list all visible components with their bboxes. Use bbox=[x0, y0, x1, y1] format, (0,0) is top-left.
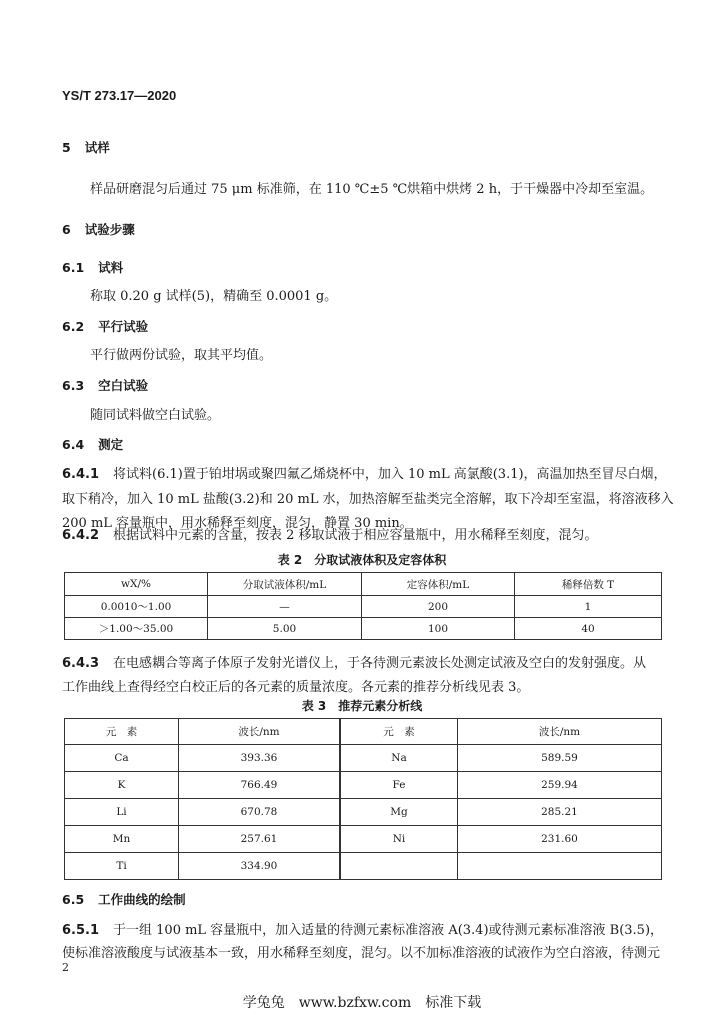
section-6-2-text: 平行做两份试验，取其平均值。 bbox=[90, 348, 273, 363]
section-number: 6.4 bbox=[62, 437, 85, 452]
table-2 bbox=[64, 572, 662, 640]
section-number: 6.5 bbox=[62, 892, 85, 907]
section-5-text: 样品研磨混匀后通过 75 μm 标准筛，在 110 ℃±5 ℃烘箱中烘烤 2 h，于干燥器中冷却至室温。 bbox=[90, 182, 654, 197]
cell: 231.60 bbox=[458, 826, 662, 853]
header-cell: 元 素 bbox=[340, 719, 458, 745]
table-header-row bbox=[65, 719, 662, 745]
section-title: 测定 bbox=[98, 437, 124, 452]
section-5-heading bbox=[62, 138, 110, 156]
cell: 40 bbox=[515, 618, 662, 640]
cell: 200 bbox=[362, 596, 515, 618]
cell: 393.36 bbox=[179, 745, 341, 772]
table-3-caption: 表 3 推荐元素分析线 bbox=[301, 699, 423, 713]
section-6-4-3-line-1 bbox=[62, 652, 646, 671]
cell: Mn bbox=[65, 826, 179, 853]
section-6-4-1-line-3: 200 mL 容量瓶中，用水稀释至刻度，混匀，静置 30 min。 bbox=[62, 516, 413, 531]
cell: 5.00 bbox=[208, 618, 362, 640]
section-6-4-3-line-2: 工作曲线上查得经空白校正后的各元素的质量浓度。各元素的推荐分析线见表 3。 bbox=[62, 680, 530, 695]
section-number: 6.4.1 bbox=[62, 467, 100, 482]
cell: 766.49 bbox=[179, 772, 341, 799]
cell: 0.0010～1.00 bbox=[65, 596, 208, 618]
cell: Ca bbox=[65, 745, 179, 772]
cell: 259.94 bbox=[458, 772, 662, 799]
section-6-heading bbox=[62, 220, 135, 238]
cell: 334.90 bbox=[179, 853, 341, 880]
section-title: 平行试验 bbox=[98, 319, 149, 334]
table-row bbox=[65, 618, 662, 640]
table-row bbox=[65, 772, 662, 799]
watermark-footer: 学兔兔 www.bzfxw.com 标准下载 bbox=[242, 995, 482, 1011]
cell: Ni bbox=[340, 826, 458, 853]
cell: Ti bbox=[65, 853, 179, 880]
table-header-row bbox=[65, 573, 662, 596]
page-number: 2 bbox=[62, 961, 69, 974]
table-row bbox=[65, 799, 662, 826]
table-row bbox=[65, 826, 662, 853]
text-line: 根据试料中元素的含量，按表 2 移取试液于相应容量瓶中，用水稀释至刻度，混匀。 bbox=[113, 528, 598, 543]
header-cell: 波长/nm bbox=[458, 719, 662, 745]
text-line: 将试料(6.1)置于铂坩埚或聚四氟乙烯烧杯中，加入 10 mL 高氯酸(3.1)，高温加热至冒尽白烟， bbox=[113, 467, 667, 482]
section-number: 6 bbox=[62, 222, 71, 237]
section-6-4-2 bbox=[62, 524, 598, 543]
cell: 670.78 bbox=[179, 799, 341, 826]
section-6-4-1-line-2: 取下稍冷，加入 10 mL 盐酸(3.2)和 20 mL 水，加热溶解至盐类完全溶解，取下冷却至室温，将溶液移入 bbox=[62, 492, 674, 507]
section-6-5-heading bbox=[62, 890, 186, 908]
section-number: 5 bbox=[62, 140, 71, 155]
text-line: 于一组 100 mL 容量瓶中，加入适量的待测元素标准溶液 A(3.4)或待测元素标准溶液 B(3.5)， bbox=[113, 923, 664, 938]
cell: 100 bbox=[362, 618, 515, 640]
section-title: 试验步骤 bbox=[84, 222, 135, 237]
section-title: 空白试验 bbox=[98, 378, 149, 393]
section-6-4-heading bbox=[62, 435, 123, 453]
section-title: 试料 bbox=[98, 260, 124, 275]
cell: Li bbox=[65, 799, 179, 826]
cell: 1 bbox=[515, 596, 662, 618]
section-number: 6.2 bbox=[62, 319, 85, 334]
section-6-5-1-line-2: 使标准溶液酸度与试液基本一致，用水稀释至刻度，混匀。以不加标准溶液的试液作为空白溶液，待测元 bbox=[62, 946, 661, 961]
section-6-3-text: 随同试料做空白试验。 bbox=[90, 408, 221, 423]
header-cell: wX/% bbox=[65, 573, 208, 596]
section-6-2-heading bbox=[62, 317, 148, 335]
table-3 bbox=[64, 718, 662, 880]
cell: — bbox=[208, 596, 362, 618]
table-row bbox=[65, 853, 662, 880]
header-cell: 元 素 bbox=[65, 719, 179, 745]
section-number: 6.4.3 bbox=[62, 656, 100, 671]
cell bbox=[340, 853, 458, 880]
cell: Fe bbox=[340, 772, 458, 799]
cell: K bbox=[65, 772, 179, 799]
section-6-4-1-line-1 bbox=[62, 463, 667, 482]
cell: Na bbox=[340, 745, 458, 772]
cell bbox=[458, 853, 662, 880]
header-cell: 分取试液体积/mL bbox=[208, 573, 362, 596]
cell: 589.59 bbox=[458, 745, 662, 772]
section-title: 工作曲线的绘制 bbox=[98, 892, 186, 907]
section-6-5-1-line-1 bbox=[62, 919, 663, 938]
standard-code-header: YS/T 273.17—2020 bbox=[62, 88, 177, 103]
header-cell: 定容体积/mL bbox=[362, 573, 515, 596]
text-line: 在电感耦合等离子体原子发射光谱仪上，于各待测元素波长处测定试液及空白的发射强度。从 bbox=[113, 656, 647, 671]
cell: 257.61 bbox=[179, 826, 341, 853]
cell: Mg bbox=[340, 799, 458, 826]
cell: ＞1.00～35.00 bbox=[65, 618, 208, 640]
section-6-1-text: 称取 0.20 g 试样(5)，精确至 0.0001 g。 bbox=[90, 289, 338, 304]
section-number: 6.3 bbox=[62, 378, 85, 393]
table-2-caption: 表 2 分取试液体积及定容体积 bbox=[277, 553, 447, 567]
section-number: 6.5.1 bbox=[62, 923, 100, 938]
section-title: 试样 bbox=[84, 140, 110, 155]
section-6-3-heading bbox=[62, 376, 148, 394]
table-row bbox=[65, 745, 662, 772]
cell: 285.21 bbox=[458, 799, 662, 826]
section-number: 6.1 bbox=[62, 260, 85, 275]
table-row bbox=[65, 596, 662, 618]
section-number: 6.4.2 bbox=[62, 528, 100, 543]
section-6-1-heading bbox=[62, 258, 123, 276]
header-cell: 波长/nm bbox=[179, 719, 341, 745]
header-cell: 稀释倍数 T bbox=[515, 573, 662, 596]
